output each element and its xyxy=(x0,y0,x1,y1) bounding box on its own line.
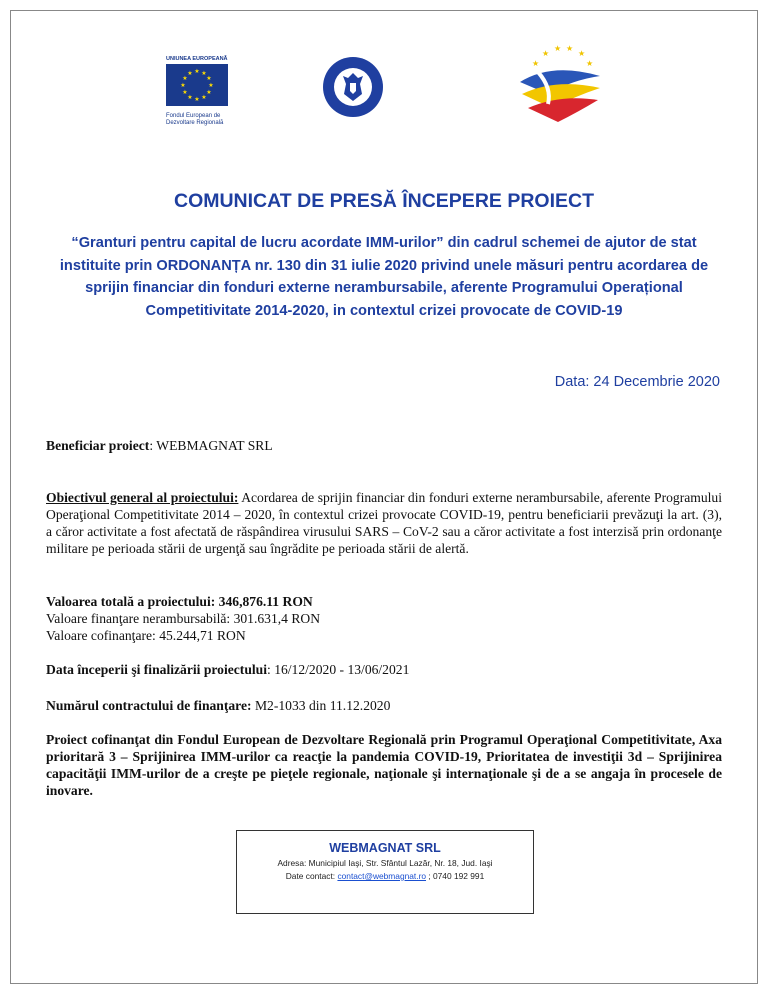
svg-text:★: ★ xyxy=(194,96,200,103)
contact-phone: ; 0740 192 991 xyxy=(426,871,485,881)
eu-logo xyxy=(166,56,236,127)
total-value: Valoarea totală a proiectului: 346,876.11 RON xyxy=(46,594,313,609)
project-subtitle: “Granturi pentru capital de lucru acordate IMM-urilor” din cadrul schemei de ajutor de stat instituite prin ORDONANȚA nr. 130 din 31 iulie 2020 privind unele măsuri pentru acordarea de sprijin financiar din fonduri externe nerambursabile, aferente Programului Operațional Competitivitate 2014-2020, in contextul crizei provocate de COVID-19 xyxy=(59,235,709,319)
project-values xyxy=(46,593,722,644)
svg-text:★: ★ xyxy=(578,49,586,58)
contract-label: Numărul contractului de finanţare: xyxy=(46,698,252,713)
government-seal-icon xyxy=(322,56,384,118)
project-dates-line xyxy=(46,661,722,678)
svg-text:★: ★ xyxy=(187,94,193,101)
beneficiary-label: Beneficiar proiect xyxy=(46,438,150,453)
regio-program-logo-icon xyxy=(512,42,604,128)
contact-prefix: Date contact: xyxy=(285,871,338,881)
svg-text:★: ★ xyxy=(201,70,207,77)
beneficiary-line xyxy=(46,437,722,454)
beneficiary-value: : WEBMAGNAT SRL xyxy=(149,438,273,453)
svg-text:★: ★ xyxy=(201,94,207,101)
contract-value: M2-1033 din 11.12.2020 xyxy=(251,698,391,713)
svg-text:★: ★ xyxy=(194,68,200,75)
contact-company: WEBMAGNAT SRL xyxy=(329,841,441,855)
cofinanced-paragraph: Proiect cofinanţat din Fondul European de Dezvoltare Regională prin Programul Operaţional Competitivitate, Axa prioritară 3 – Sprijinirea IMM-urilor ca reacţie la pandemia COVID-19, Prioritatea de investiţii 3d – Sprijinirea capacităţii IMM-urilor de a creşte pe pieţele regionale, naţionale şi internaţionale şi de a se angaja în procesele de inovare. xyxy=(46,732,722,798)
eu-flag-icon xyxy=(166,64,228,106)
svg-text:★: ★ xyxy=(542,49,550,58)
svg-text:★: ★ xyxy=(566,44,574,53)
press-release-date: Data: 24 Decembrie 2020 xyxy=(554,374,720,390)
svg-text:★: ★ xyxy=(180,82,186,89)
objective-text: Acordarea de sprijin financiar din fonduri externe nerambursabile, aferente Programului Operaţional Competitivitate 2014 – 2020, în contextul crizei provocate COVID-19, pentru beneficiarii prevăzuţi la art. (3), a căror activitate a fost afectată de răspândirea virusului SARS – CoV-2 sau a căror activitate a fost interzisă prin ordonanţe militare pe perioada stării de urgenţă sau îngrădite pe perioada stării de alertă. xyxy=(46,490,722,556)
svg-text:★: ★ xyxy=(586,59,594,68)
cofinancing-value: Valoare cofinanţare: 45.244,71 RON xyxy=(46,628,246,643)
contract-line xyxy=(46,697,722,714)
svg-text:★: ★ xyxy=(182,89,188,96)
contact-email-link[interactable]: contact@webmagnat.ro xyxy=(337,871,427,881)
eu-logo-caption: UNIUNEA EUROPEANĂ xyxy=(166,56,228,62)
svg-text:★: ★ xyxy=(182,75,188,82)
objective-paragraph xyxy=(46,489,722,557)
contact-address: Adresa: Municipiul Iaşi, Str. Sfântul Lazăr, Nr. 18, Jud. Iaşi xyxy=(277,858,493,868)
page-title: COMUNICAT DE PRESĂ ÎNCEPERE PROIECT xyxy=(173,190,594,212)
contact-details xyxy=(237,871,533,881)
project-dates-value: : 16/12/2020 - 13/06/2021 xyxy=(267,662,410,677)
eu-logo-subtitle: Fondul European de Dezvoltare Regională xyxy=(166,113,224,126)
svg-text:★: ★ xyxy=(208,82,214,89)
nonrefundable-value: Valoare finanţare nerambursabilă: 301.631,4 RON xyxy=(46,611,321,626)
svg-text:★: ★ xyxy=(206,75,212,82)
svg-text:★: ★ xyxy=(206,89,212,96)
svg-text:★: ★ xyxy=(532,59,540,68)
contact-box xyxy=(236,830,534,914)
project-dates-label: Data începerii şi finalizării proiectului xyxy=(46,662,268,677)
svg-text:★: ★ xyxy=(554,44,562,53)
svg-text:★: ★ xyxy=(187,70,193,77)
objective-label: Obiectivul general al proiectului: xyxy=(46,490,239,505)
